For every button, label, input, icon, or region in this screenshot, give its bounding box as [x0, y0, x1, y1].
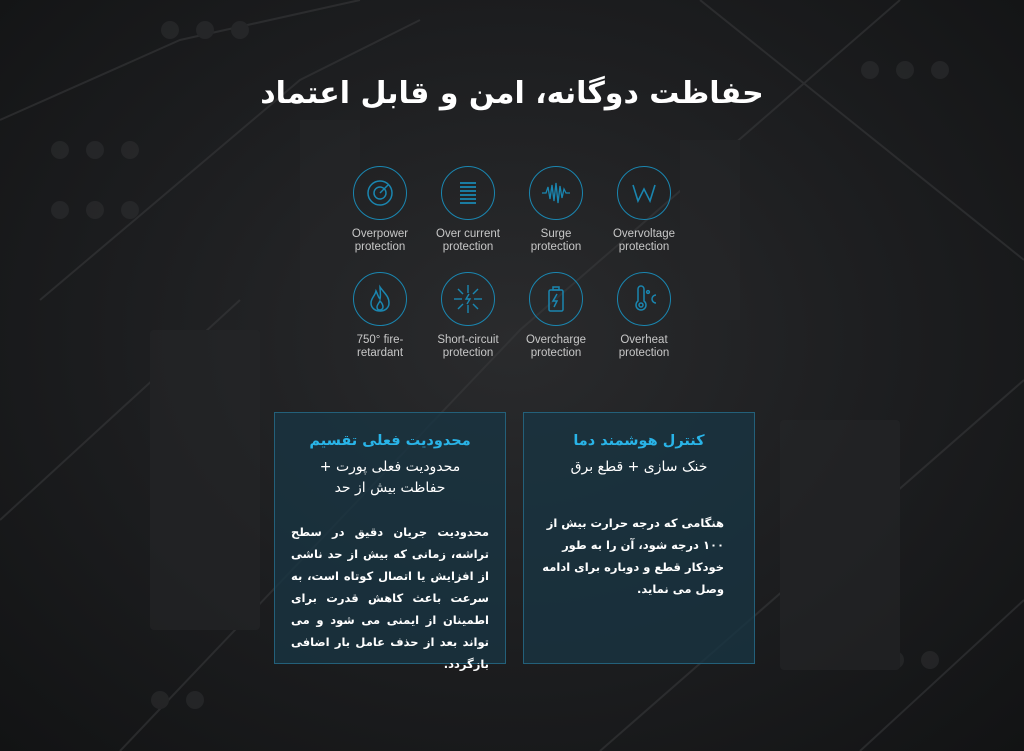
feature-caption-line2: protection — [354, 241, 406, 253]
feature-caption-line1: Short-circuit — [437, 334, 499, 346]
page-title: حفاظت دوگانه، امن و قابل اعتماد — [260, 76, 764, 111]
feature-over-current — [424, 166, 512, 262]
feature-caption-line2: protection — [618, 347, 670, 359]
feature-overheat — [600, 272, 688, 368]
card-body: محدودیت جریان دقیق در سطح تراشه، زمانی که بیش از حد ناشی از افزایش یا اتصال کوتاه است، به سرعت باعث کاهش قدرت برای اطمینان از ایمنی می شود و می تواند بعد از حذف عامل بار اضافی بازگردد. — [291, 525, 489, 671]
current-bars-icon — [441, 166, 495, 220]
feature-caption-line1: 750° fire- — [356, 334, 404, 346]
feature-overpower — [336, 166, 424, 262]
feature-caption-line1: Overcharge — [525, 334, 587, 346]
current-limit-card — [274, 412, 506, 671]
feature-caption-line1: Overvoltage — [612, 228, 675, 240]
card-body: هنگامی که درجه حرارت بیش از ۱۰۰ درجه شود، آن را به طور خودکار قطع و دوباره برای ادامه وصل می نماید. — [542, 516, 724, 596]
voltage-wave-icon — [617, 166, 671, 220]
feature-fire-retardant — [336, 272, 424, 368]
feature-caption-line1: Surge — [540, 228, 572, 240]
card-subheading — [291, 457, 489, 499]
feature-caption-line2: retardant — [356, 347, 404, 359]
short-circuit-icon — [441, 272, 495, 326]
feature-caption-line1: Over current — [436, 228, 500, 240]
feature-overvoltage — [600, 166, 688, 262]
gauge-icon — [353, 166, 407, 220]
feature-caption-line1: Overheat — [620, 334, 668, 346]
card-subheading-line1: محدودیت فعلی پورت + — [319, 459, 461, 475]
feature-surge — [512, 166, 600, 262]
card-heading: کنترل هوشمند دما — [573, 433, 705, 449]
feature-caption-line2: protection — [530, 347, 582, 359]
feature-caption-line2: protection — [442, 347, 494, 359]
card-subheading-line2: حفاظت بیش از حد — [334, 480, 446, 496]
feature-caption-line2: protection — [442, 241, 494, 253]
feature-overcharge — [512, 272, 600, 368]
feature-caption-line2: protection — [618, 241, 670, 253]
protection-features-grid — [336, 166, 688, 368]
battery-charge-icon — [529, 272, 583, 326]
feature-short-circuit — [424, 272, 512, 368]
card-subheading-line1: خنک سازی + قطع برق — [570, 459, 708, 475]
temperature-control-card — [523, 412, 755, 664]
flame-icon — [353, 272, 407, 326]
feature-caption-line1: Overpower — [351, 228, 409, 240]
surge-wave-icon — [529, 166, 583, 220]
thermometer-icon — [617, 272, 671, 326]
card-heading: محدودیت فعلی تقسیم — [309, 433, 471, 449]
feature-caption-line2: protection — [530, 241, 582, 253]
card-subheading — [540, 457, 738, 478]
